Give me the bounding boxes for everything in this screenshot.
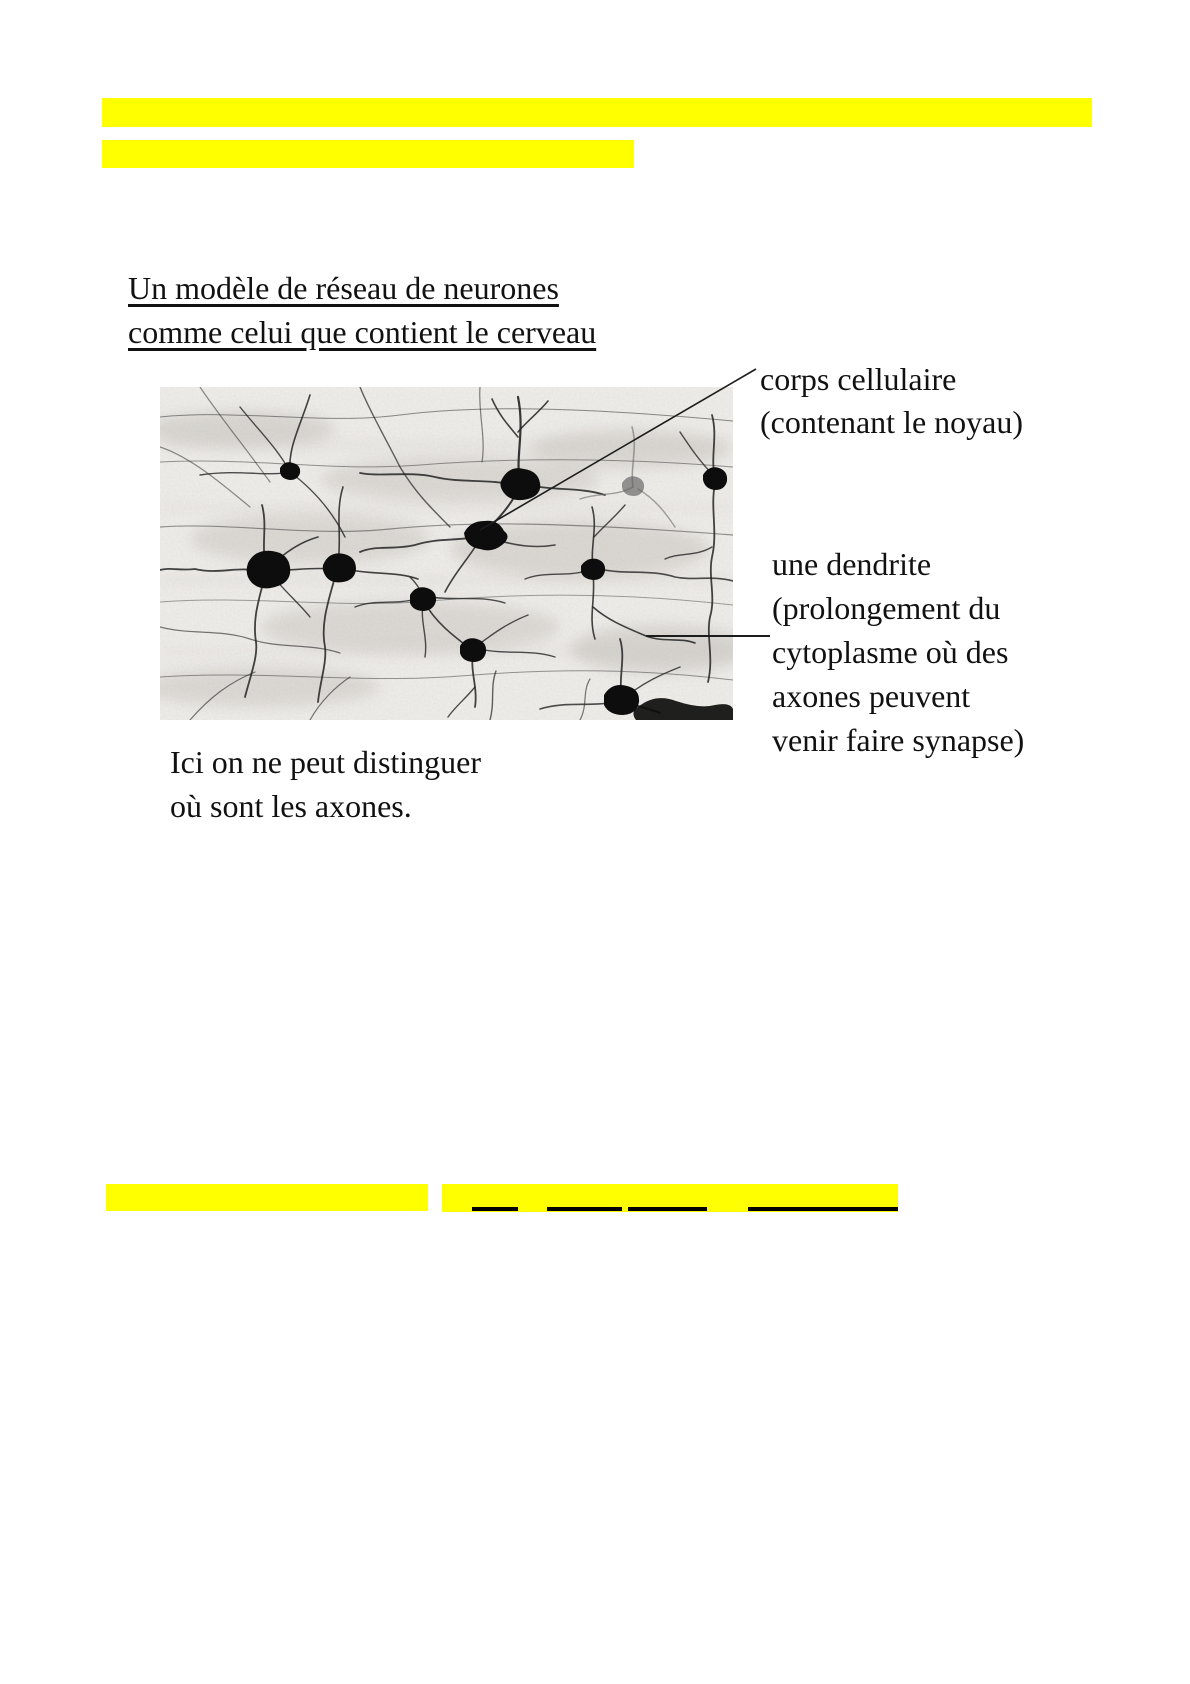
label-une-dendrite xyxy=(772,542,1024,762)
highlighted-blank-line-top-2 xyxy=(102,140,634,168)
figure-caption xyxy=(170,740,481,828)
neuron-micrograph-image xyxy=(160,387,733,720)
figure-title xyxy=(128,266,596,354)
hidden-text-underline-1 xyxy=(472,1207,518,1211)
highlighted-blank-line-bottom-right xyxy=(442,1184,898,1212)
label-dendrite-line5: venir faire synapse) xyxy=(772,722,1025,758)
hidden-text-underline-2 xyxy=(547,1207,622,1211)
figure-title-line1: Un modèle de réseau de neurones xyxy=(128,270,559,306)
figure-caption-line1: Ici on ne peut distinguer xyxy=(170,744,482,780)
hidden-text-underline-4 xyxy=(748,1207,898,1211)
label-dendrite-line3: cytoplasme où des xyxy=(772,634,1009,670)
label-corps-line2: (contenant le noyau) xyxy=(760,404,1023,440)
label-corps-cellulaire xyxy=(760,358,1023,444)
highlighted-blank-line-top-1 xyxy=(102,98,1092,127)
label-dendrite-line4: axones peuvent xyxy=(772,678,971,714)
highlighted-blank-line-bottom-left xyxy=(106,1184,428,1211)
label-dendrite-line1: une dendrite xyxy=(772,546,932,582)
label-dendrite-line2: (prolongement du xyxy=(772,590,1001,626)
figure-title-line2: comme celui que contient le cerveau xyxy=(128,314,597,350)
hidden-text-underline-3 xyxy=(628,1207,707,1211)
label-corps-line1: corps cellulaire xyxy=(760,361,957,397)
figure-caption-line2: où sont les axones. xyxy=(170,788,412,824)
